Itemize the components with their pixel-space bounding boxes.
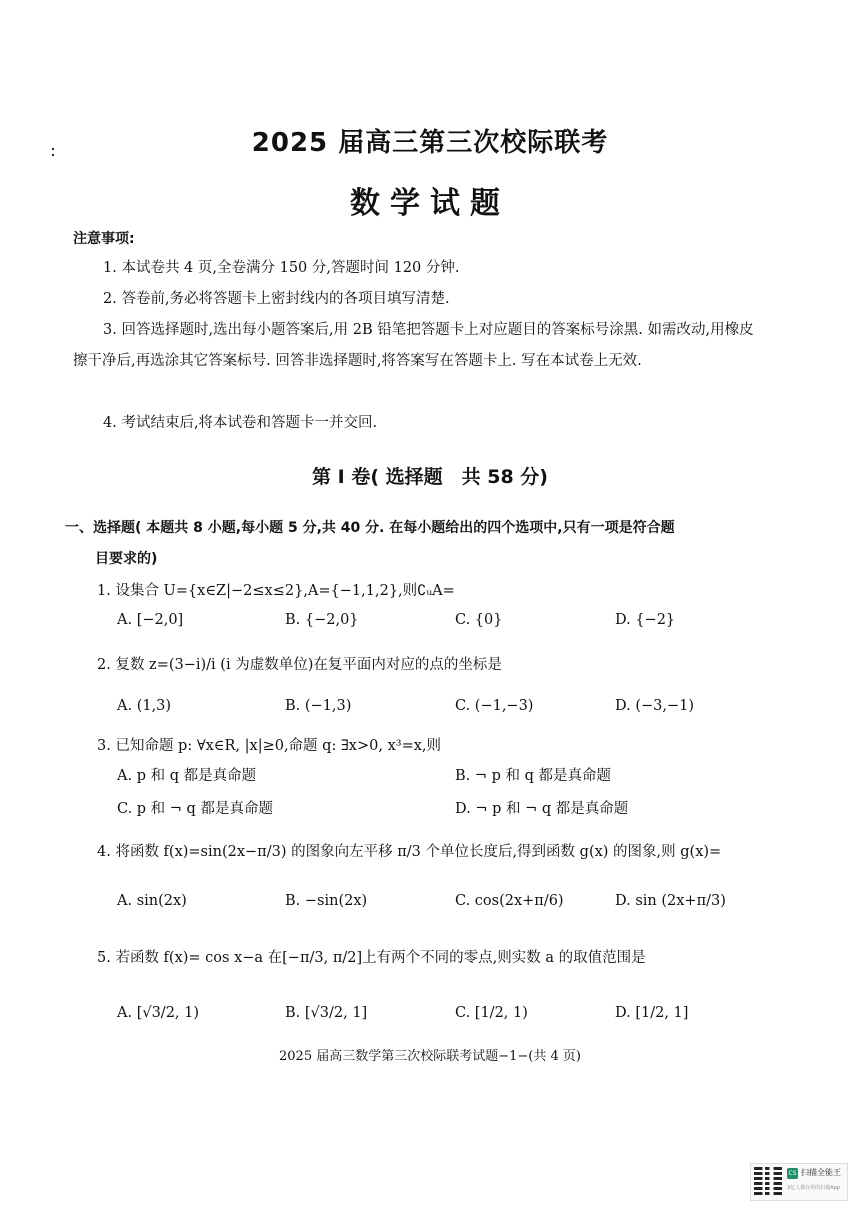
part-title: 第 I 卷( 选择题 共 58 分) [312, 466, 548, 488]
qr-code-icon [754, 1167, 782, 1195]
subject-title: 数学试题 [350, 186, 510, 221]
option-d: D. ¬ p 和 ¬ q 都是真命题 [455, 801, 629, 817]
notice-item: 2. 答卷前,务必将答题卡上密封线内的各项目填写清楚. [103, 291, 450, 307]
option-a: A. [√3/2, 1) [117, 1005, 200, 1021]
option-c: C. p 和 ¬ q 都是真命题 [117, 801, 273, 817]
option-c: C. [1/2, 1) [455, 1005, 528, 1021]
option-a: A. p 和 q 都是真命题 [117, 768, 257, 784]
page-footer: 2025 届高三数学第三次校际联考试题−1−(共 4 页) [279, 1049, 581, 1064]
notice-item: 3. 回答选择题时,选出每小题答案后,用 2B 铅笔把答题卡上对应题目的答案标号涂黑. 如需改动,用橡皮擦干净后,再选涂其它答案标号. 回答非选择题时,将答案写在答题卡上. 写在本试卷上无效. [73, 322, 754, 369]
option-d: D. sin (2x+π/3) [615, 893, 726, 909]
watermark-tagline: 3亿人都在用的扫描App [787, 1185, 840, 1191]
notice-item: 4. 考试结束后,将本试卷和答题卡一并交回. [103, 415, 378, 431]
option-b: B. {−2,0} [285, 612, 359, 628]
question-stem: 4. 将函数 f(x)=sin(2x−π/3) 的图象向左平移 π/3 个单位长度后,得到函数 g(x) 的图象,则 g(x)= [97, 844, 722, 860]
option-c: C. cos(2x+π/6) [455, 893, 564, 909]
option-b: B. [√3/2, 1] [285, 1005, 368, 1021]
scanner-watermark [750, 1163, 848, 1201]
option-a: A. (1,3) [117, 698, 172, 714]
question-stem: 3. 已知命题 p: ∀x∈R, |x|≥0,命题 q: ∃x>0, x³=x,则 [97, 738, 442, 754]
option-a: A. sin(2x) [117, 893, 187, 909]
camscanner-logo-icon: CS [788, 1170, 797, 1177]
option-b: B. (−1,3) [285, 698, 352, 714]
exam-title: 2025 届高三第三次校际联考 [251, 128, 609, 158]
option-c: C. (−1,−3) [455, 698, 534, 714]
notice-heading: 注意事项: [73, 231, 135, 247]
watermark-app-name: 扫描全能王 [801, 1168, 841, 1177]
option-b: B. ¬ p 和 q 都是真命题 [455, 768, 612, 784]
option-c: C. {0} [455, 612, 503, 628]
option-d: D. {−2} [615, 612, 676, 628]
question-stem: 1. 设集合 U={x∈Z|−2≤x≤2},A={−1,1,2},则∁ᵤA= [97, 583, 455, 599]
question-stem: 5. 若函数 f(x)= cos x−a 在[−π/3, π/2]上有两个不同的零点,则实数 a 的取值范围是 [97, 950, 646, 966]
option-a: A. [−2,0] [117, 612, 184, 628]
question-stem: 2. 复数 z=(3−i)/i (i 为虚数单位)在复平面内对应的点的坐标是 [97, 657, 502, 673]
section-heading: 一、选择题( 本题共 8 小题,每小题 5 分,共 40 分. 在每小题给出的四个选项中,只有一项是符合题 目要求的) [65, 520, 675, 567]
notice-item: 1. 本试卷共 4 页,全卷满分 150 分,答题时间 120 分钟. [103, 260, 460, 276]
option-b: B. −sin(2x) [285, 893, 368, 909]
option-d: D. [1/2, 1] [615, 1005, 689, 1021]
option-d: D. (−3,−1) [615, 698, 694, 714]
